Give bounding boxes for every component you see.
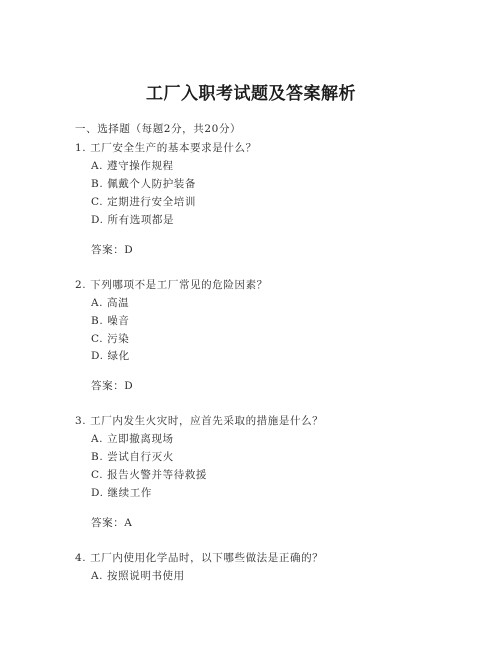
question-number: 3. xyxy=(75,415,87,427)
option-1d: D. 所有选项都是 xyxy=(91,214,175,226)
option-1c: C. 定期进行安全培训 xyxy=(91,196,196,208)
option-2c: C. 污染 xyxy=(91,333,130,345)
question-2 xyxy=(75,277,268,292)
question-3 xyxy=(75,413,323,428)
option-3a: A. 立即撤离现场 xyxy=(91,433,174,445)
option-2d: D. 绿化 xyxy=(91,350,130,362)
option-3b: B. 尝试自行灭火 xyxy=(91,451,174,463)
question-text: 工厂内使用化学品时，以下哪些做法是正确的？ xyxy=(90,552,324,564)
answer-1: 答案：D xyxy=(91,244,134,256)
question-1 xyxy=(75,140,257,155)
answer-3: 答案：A xyxy=(91,517,133,529)
question-text: 下列哪项不是工厂常见的危险因素？ xyxy=(90,279,268,291)
option-2b: B. 噪音 xyxy=(91,315,130,327)
option-1a: A. 遵守操作规程 xyxy=(91,160,174,172)
question-number: 4. xyxy=(75,552,87,564)
question-text: 工厂内发生火灾时，应首先采取的措施是什么？ xyxy=(90,415,324,427)
question-4 xyxy=(75,550,323,565)
answer-2: 答案：D xyxy=(91,380,134,392)
option-1b: B. 佩戴个人防护装备 xyxy=(91,178,196,190)
option-3d: D. 继续工作 xyxy=(91,487,152,499)
question-text: 工厂安全生产的基本要求是什么？ xyxy=(90,142,257,154)
question-number: 1. xyxy=(75,142,87,154)
option-4a: A. 按照说明书使用 xyxy=(91,570,185,582)
section-heading: 一、选择题（每题2分，共20分） xyxy=(75,123,242,135)
question-number: 2. xyxy=(75,279,87,291)
option-3c: C. 报告火警并等待救援 xyxy=(91,469,208,481)
option-2a: A. 高温 xyxy=(91,297,130,309)
document-title: 工厂入职考试题及答案解析 xyxy=(146,84,356,104)
